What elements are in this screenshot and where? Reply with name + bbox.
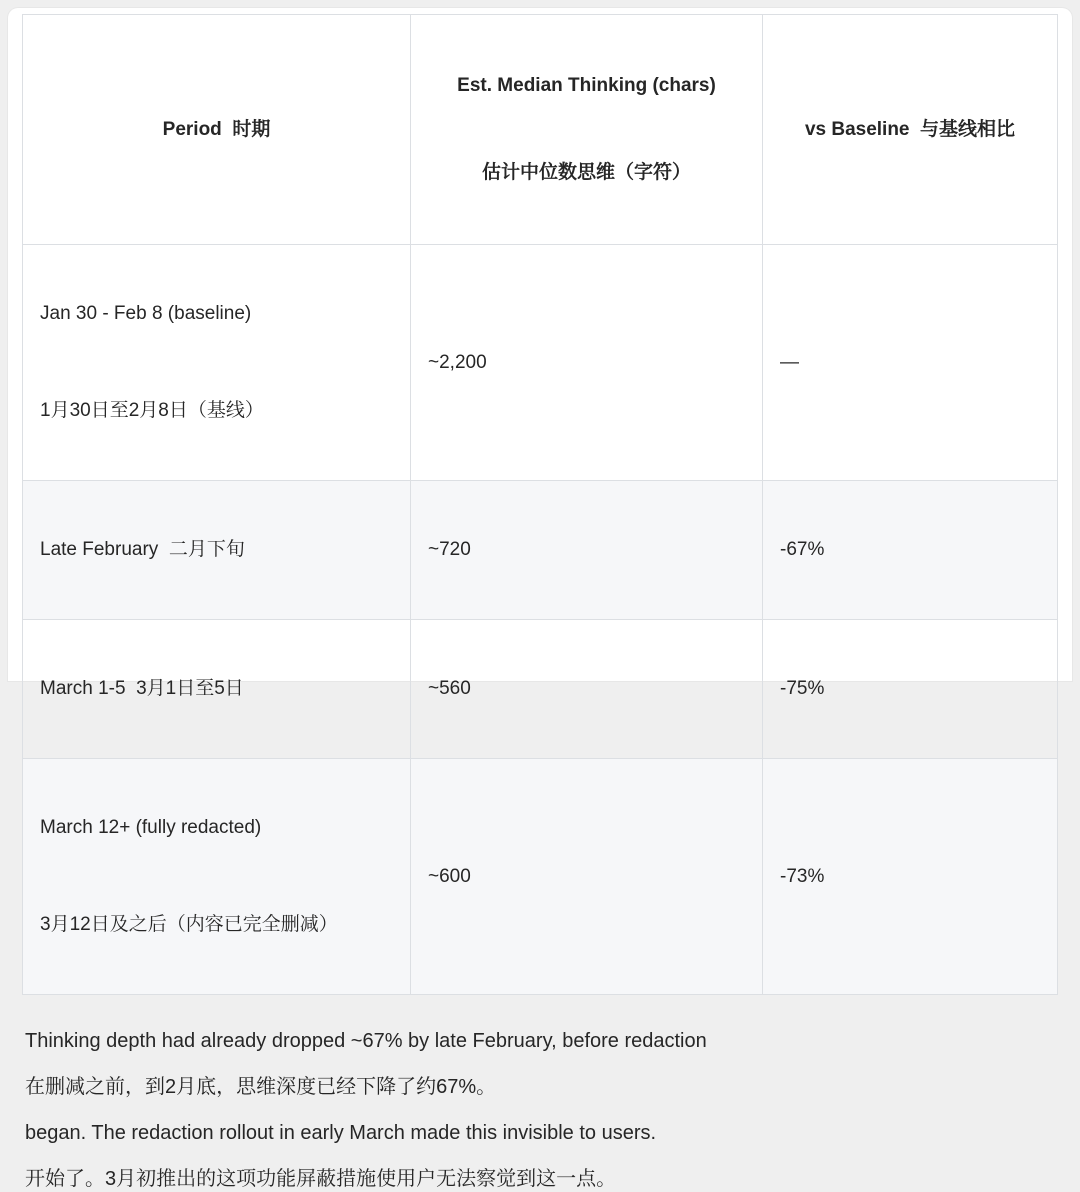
cell-vs-baseline	[763, 620, 1058, 759]
period-text-zh: 3月12日及之后（内容已完全删减）	[40, 914, 338, 935]
cell-period	[23, 481, 411, 620]
paragraph-line-en-2: began. The redaction rollout in early March made this invisible to users.	[25, 1122, 657, 1144]
period-text: Late February 二月下旬	[40, 539, 245, 560]
header-row	[23, 15, 1058, 245]
table-row-baseline	[23, 245, 1058, 481]
period-text: March 1-5 3月1日至5日	[40, 678, 244, 699]
cell-thinking	[411, 620, 763, 759]
column-header-thinking	[411, 15, 763, 245]
period-text-en: March 12+ (fully redacted)	[40, 817, 262, 838]
paragraph-line-en-1: Thinking depth had already dropped ~67% by late February, before redaction	[25, 1030, 707, 1052]
table-row-march-12-plus	[23, 759, 1058, 995]
table-body	[23, 245, 1058, 995]
column-header-thinking-label-en: Est. Median Thinking (chars)	[457, 75, 716, 96]
column-header-vs-baseline-label: vs Baseline 与基线相比	[804, 118, 1016, 140]
cell-period	[23, 759, 411, 995]
cell-vs-baseline	[763, 481, 1058, 620]
thinking-value: ~600	[428, 865, 471, 887]
cell-thinking	[411, 245, 763, 481]
thinking-value: ~720	[428, 539, 471, 560]
cell-period	[23, 620, 411, 759]
table-header	[23, 15, 1058, 245]
period-text-en: Jan 30 - Feb 8 (baseline)	[40, 303, 252, 324]
column-header-thinking-label-zh: 估计中位数思维（字符）	[481, 162, 691, 183]
vs-baseline-value: -73%	[780, 865, 825, 887]
cell-thinking	[411, 759, 763, 995]
vs-baseline-value: —	[780, 351, 799, 373]
thinking-depth-table	[22, 14, 1058, 995]
column-header-period	[23, 15, 411, 245]
thinking-value: ~2,200	[428, 351, 487, 373]
paragraph-line-zh-2: 开始了。3月初推出的这项功能屏蔽措施使用户无法察觉到这一点。	[25, 1168, 617, 1190]
summary-paragraph	[25, 1028, 1052, 1192]
vs-baseline-value: -67%	[780, 539, 825, 560]
cell-vs-baseline	[763, 245, 1058, 481]
column-header-vs-baseline	[763, 15, 1058, 245]
paragraph-line-zh-1: 在删减之前，到2月底，思维深度已经下降了约67%。	[25, 1076, 497, 1098]
column-header-period-label: Period 时期	[162, 118, 271, 140]
thinking-value: ~560	[428, 678, 471, 699]
table-row-march-1-5	[23, 620, 1058, 759]
cell-period	[23, 245, 411, 481]
vs-baseline-value: -75%	[780, 678, 825, 699]
table-row-late-february	[23, 481, 1058, 620]
article-card	[8, 8, 1072, 1190]
cell-vs-baseline	[763, 759, 1058, 995]
period-text-zh: 1月30日至2月8日（基线）	[40, 400, 264, 421]
cell-thinking	[411, 481, 763, 620]
